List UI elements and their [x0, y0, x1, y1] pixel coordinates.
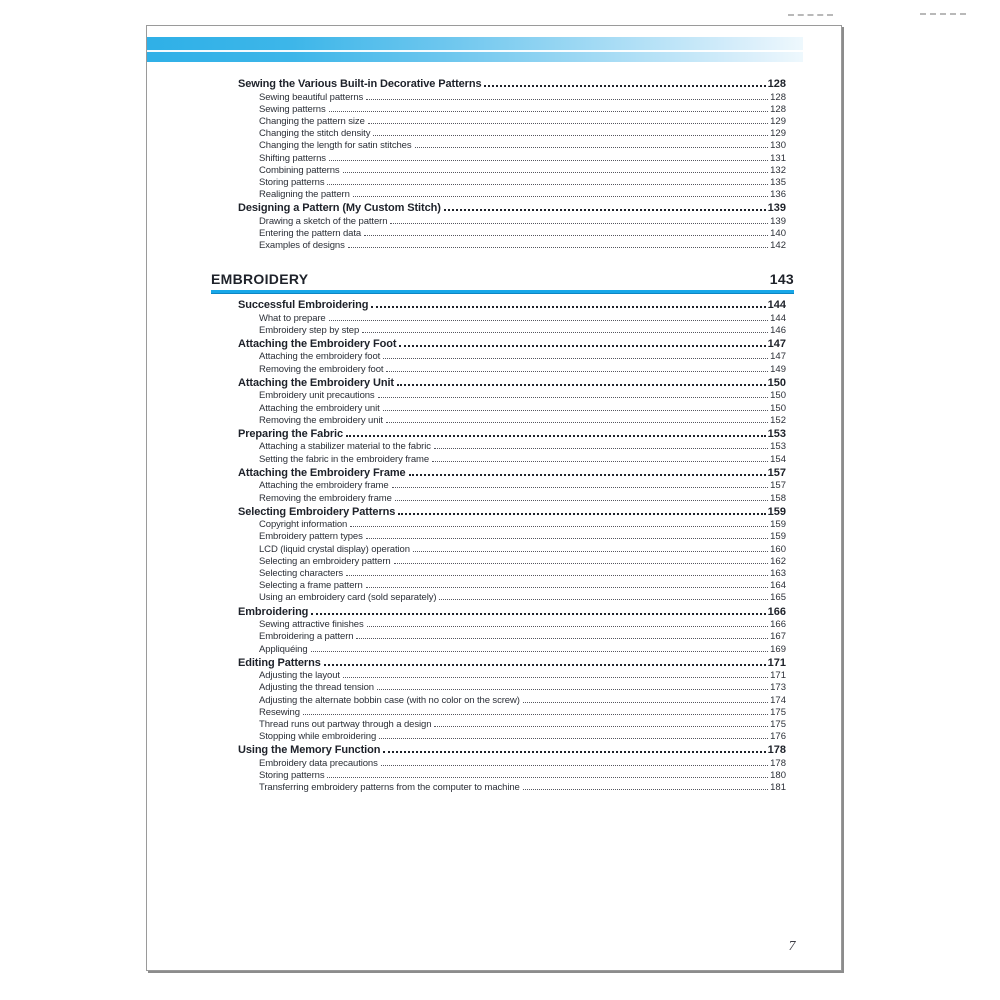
toc-entry — [238, 505, 786, 520]
toc-entry — [238, 743, 786, 758]
toc-entry-page-number: 153 — [770, 441, 786, 453]
toc-entry — [238, 707, 786, 719]
toc-entry-label: Drawing a sketch of the pattern — [259, 215, 388, 227]
toc-entry-label: Storing patterns — [259, 176, 325, 188]
toc-entry-label: Removing the embroidery foot — [259, 363, 384, 375]
dot-leader — [371, 306, 765, 308]
toc-entry — [238, 337, 786, 352]
toc-entry-label: Setting the fabric in the embroidery frame — [259, 453, 430, 465]
toc-entry-label: Examples of designs — [259, 240, 345, 252]
dot-leader — [343, 677, 768, 678]
toc-entry — [238, 731, 786, 743]
dot-leader — [346, 435, 766, 437]
dot-leader — [392, 487, 769, 488]
toc-entry-label: Copyright information — [259, 519, 348, 531]
toc-entry-page-number: 163 — [770, 568, 786, 580]
dot-leader — [378, 397, 769, 398]
toc-entry-label: Shifting patterns — [259, 152, 326, 164]
toc-entry-label: Adjusting the layout — [259, 670, 340, 682]
toc-entry-label: Selecting Embroidery Patterns — [238, 505, 396, 518]
dot-leader — [383, 751, 765, 753]
toc-entry-page-number: 144 — [770, 312, 786, 324]
toc-entry-page-number: 150 — [770, 390, 786, 402]
toc-entry-page-number: 171 — [767, 656, 786, 669]
toc-entry — [238, 519, 786, 531]
toc-entry-page-number: 150 — [767, 376, 786, 389]
dot-leader — [439, 599, 768, 600]
toc-entry — [238, 770, 786, 782]
toc-entry-label: Adjusting the alternate bobbin case (with no color on the screw) — [259, 694, 520, 706]
toc-entry-page-number: 154 — [770, 453, 786, 465]
toc-entry-label: Storing patterns — [259, 770, 325, 782]
toc-entry — [238, 719, 786, 731]
toc-entry-label: Removing the embroidery unit — [259, 414, 383, 426]
toc-list-before-chapter — [238, 77, 786, 252]
toc-entry-page-number: 129 — [770, 128, 786, 140]
toc-entry-label: Embroidery data precautions — [259, 757, 378, 769]
chapter-title: EMBROIDERY — [211, 271, 309, 287]
page-top-gradient-band — [147, 37, 803, 62]
toc-entry-page-number: 167 — [770, 631, 786, 643]
toc-entry — [238, 619, 786, 631]
toc-entry-page-number: 166 — [767, 605, 786, 618]
toc-entry-label: Appliquéing — [259, 643, 308, 655]
toc-entry-page-number: 162 — [770, 555, 786, 567]
toc-list-chapter — [238, 298, 786, 795]
toc-entry-label: Embroidering — [238, 605, 309, 618]
toc-entry-page-number: 159 — [770, 519, 786, 531]
dot-leader — [523, 789, 768, 790]
toc-entry-page-number: 139 — [767, 202, 786, 215]
toc-entry-label: Combining patterns — [259, 164, 340, 176]
toc-entry-label: Sewing patterns — [259, 103, 326, 115]
toc-entry — [238, 454, 786, 466]
dot-leader — [327, 777, 768, 778]
toc-entry-page-number: 130 — [770, 140, 786, 152]
dot-leader — [329, 320, 769, 321]
dot-leader — [329, 111, 769, 112]
toc-entry-label: Selecting characters — [259, 568, 344, 580]
toc-entry — [238, 201, 786, 216]
toc-entry-label: Embroidery pattern types — [259, 531, 363, 543]
dot-leader — [397, 384, 766, 386]
dot-leader — [395, 500, 768, 501]
dot-leader — [373, 135, 768, 136]
dot-leader — [432, 461, 768, 462]
dot-leader — [386, 371, 768, 372]
toc-entry-label: Attaching a stabilizer material to the fabric — [259, 441, 431, 453]
dot-leader — [356, 638, 768, 639]
scan-artifact — [788, 14, 833, 16]
toc-entry — [238, 758, 786, 770]
toc-entry — [238, 480, 786, 492]
toc-entry-label: LCD (liquid crystal display) operation — [259, 543, 410, 555]
toc-entry-label: Embroidering a pattern — [259, 631, 354, 643]
dot-leader — [399, 345, 765, 347]
toc-entry-page-number: 146 — [770, 324, 786, 336]
toc-entry-label: Adjusting the thread tension — [259, 682, 374, 694]
toc-entry — [238, 104, 786, 116]
dot-leader — [348, 247, 768, 248]
toc-entry-page-number: 132 — [770, 164, 786, 176]
toc-entry — [238, 376, 786, 391]
toc-entry-page-number: 174 — [770, 694, 786, 706]
toc-entry — [238, 240, 786, 252]
toc-entry-page-number: 144 — [767, 299, 786, 311]
toc-entry — [238, 189, 786, 201]
band-highlight-line — [147, 50, 803, 52]
toc-entry — [238, 116, 786, 128]
toc-entry-label: Embroidery unit precautions — [259, 390, 375, 402]
toc-entry — [238, 605, 786, 620]
dot-leader — [381, 765, 768, 766]
dot-leader — [368, 123, 768, 124]
toc-entry-label: Entering the pattern data — [259, 228, 362, 240]
dot-leader — [398, 513, 765, 515]
chapter-page-number: 143 — [769, 271, 794, 287]
toc-entry — [238, 493, 786, 505]
toc-entry — [238, 153, 786, 165]
dot-leader — [324, 664, 766, 666]
toc-entry-label: Attaching the Embroidery Frame — [238, 466, 406, 479]
toc-entry-label: Changing the stitch density — [259, 128, 371, 140]
toc-entry-page-number: 153 — [767, 427, 786, 440]
toc-entry-label: Designing a Pattern (My Custom Stitch) — [238, 202, 441, 215]
toc-entry-page-number: 169 — [770, 643, 786, 655]
toc-entry-label: Thread runs out partway through a design — [259, 719, 432, 731]
dot-leader — [353, 196, 768, 197]
toc-entry-label: Preparing the Fabric — [238, 427, 343, 440]
dot-leader — [303, 714, 768, 715]
toc-entry — [238, 298, 786, 313]
toc-entry-label: Transferring embroidery patterns from the computer to machine — [259, 782, 520, 794]
toc-entry — [238, 682, 786, 694]
dot-leader — [367, 626, 769, 627]
toc-entry — [238, 128, 786, 140]
dot-leader — [350, 526, 768, 527]
toc-entry-page-number: 149 — [770, 363, 786, 375]
dot-leader — [346, 575, 768, 576]
dot-leader — [329, 160, 768, 161]
toc-entry-page-number: 128 — [767, 78, 786, 90]
toc-entry-page-number: 175 — [770, 706, 786, 718]
toc-entry-page-number: 131 — [770, 152, 786, 164]
toc-entry — [238, 313, 786, 325]
toc-entry — [238, 351, 786, 363]
toc-entry — [238, 390, 786, 402]
dot-leader — [383, 358, 768, 359]
toc-entry-page-number: 129 — [770, 115, 786, 127]
toc-entry-page-number: 178 — [767, 744, 786, 757]
toc-entry-page-number: 160 — [770, 543, 786, 555]
toc-entry — [238, 165, 786, 177]
toc-entry-page-number: 128 — [770, 91, 786, 103]
toc-entry — [238, 670, 786, 682]
toc-entry-label: Realigning the pattern — [259, 189, 350, 201]
manual-page — [146, 25, 842, 971]
toc-entry — [238, 415, 786, 427]
toc-entry-page-number: 159 — [770, 531, 786, 543]
toc-entry-page-number: 136 — [770, 189, 786, 201]
toc-entry-label: Removing the embroidery frame — [259, 492, 392, 504]
toc-entry — [238, 325, 786, 337]
toc-entry-label: Resewing — [259, 706, 300, 718]
toc-entry-label: Successful Embroidering — [238, 299, 369, 311]
toc-entry-label: Attaching the Embroidery Foot — [238, 337, 397, 350]
toc-entry-page-number: 135 — [770, 176, 786, 188]
toc-entry-label: Attaching the embroidery frame — [259, 480, 389, 492]
toc-entry-page-number: 175 — [770, 719, 786, 731]
toc-entry-page-number: 166 — [770, 619, 786, 631]
toc-entry-page-number: 181 — [770, 782, 786, 794]
toc-entry — [238, 568, 786, 580]
dot-leader — [523, 702, 768, 703]
toc-entry — [238, 556, 786, 568]
toc-entry-page-number: 147 — [767, 337, 786, 350]
dot-leader — [362, 332, 768, 333]
dot-leader — [484, 85, 765, 87]
toc-entry — [238, 544, 786, 556]
toc-entry-page-number: 165 — [770, 592, 786, 604]
dot-leader — [377, 689, 768, 690]
dot-leader — [434, 448, 768, 449]
toc-entry — [238, 466, 786, 481]
toc-entry-label: Sewing the Various Built-in Decorative Patterns — [238, 78, 482, 90]
dot-leader — [444, 209, 766, 211]
toc-entry — [238, 631, 786, 643]
dot-leader — [366, 99, 768, 100]
toc-entry-label: Attaching the embroidery foot — [259, 351, 381, 363]
toc-entry-page-number: 158 — [770, 492, 786, 504]
dot-leader — [343, 172, 769, 173]
toc-entry — [238, 441, 786, 453]
dot-leader — [413, 551, 768, 552]
toc-entry — [238, 782, 786, 794]
toc-entry-page-number: 176 — [770, 731, 786, 743]
toc-entry-label: Sewing attractive finishes — [259, 619, 364, 631]
toc-entry-page-number: 139 — [770, 215, 786, 227]
toc-entry-label: Using an embroidery card (sold separately) — [259, 592, 437, 604]
toc-entry — [238, 140, 786, 152]
toc-entry — [238, 364, 786, 376]
toc-entry-label: Editing Patterns — [238, 656, 321, 669]
dot-leader — [383, 410, 768, 411]
toc-entry-label: Attaching the embroidery unit — [259, 402, 380, 414]
toc-entry-page-number: 178 — [770, 757, 786, 769]
toc-entry-label: Sewing beautiful patterns — [259, 91, 364, 103]
toc-entry-label: Stopping while embroidering — [259, 731, 377, 743]
page-folio-number: 7 — [788, 939, 796, 954]
toc-entry — [238, 177, 786, 189]
toc-entry — [238, 228, 786, 240]
toc-entry-page-number: 173 — [770, 682, 786, 694]
toc-entry — [238, 92, 786, 104]
dot-leader — [379, 738, 768, 739]
scan-artifact — [920, 13, 966, 15]
dot-leader — [327, 184, 768, 185]
toc-entry-page-number: 147 — [770, 351, 786, 363]
toc-entry-page-number: 142 — [770, 240, 786, 252]
toc-entry-page-number: 157 — [770, 480, 786, 492]
dot-leader — [366, 538, 768, 539]
toc-entry — [238, 216, 786, 228]
toc-entry-label: Changing the length for satin stitches — [259, 140, 412, 152]
toc-entry-label: What to prepare — [259, 312, 326, 324]
toc-entry-label: Attaching the Embroidery Unit — [238, 376, 394, 389]
toc-entry-page-number: 128 — [770, 103, 786, 115]
toc-entry — [238, 644, 786, 656]
chapter-header — [211, 270, 794, 294]
toc-entry-label: Changing the pattern size — [259, 115, 365, 127]
dot-leader — [409, 474, 766, 476]
toc-entry-label: Selecting an embroidery pattern — [259, 555, 391, 567]
toc-entry — [238, 592, 786, 604]
toc-entry-page-number: 164 — [770, 580, 786, 592]
toc-entry-page-number: 180 — [770, 770, 786, 782]
dot-leader — [434, 726, 768, 727]
toc-entry — [238, 695, 786, 707]
toc-entry-page-number: 159 — [767, 505, 786, 518]
toc-entry — [238, 427, 786, 442]
toc-entry-page-number: 171 — [770, 670, 786, 682]
toc-entry-page-number: 150 — [770, 402, 786, 414]
dot-leader — [311, 651, 769, 652]
toc-entry — [238, 531, 786, 543]
toc-entry-page-number: 157 — [767, 466, 786, 479]
dot-leader — [394, 563, 769, 564]
toc-entry — [238, 580, 786, 592]
toc-entry — [238, 656, 786, 671]
dot-leader — [386, 422, 768, 423]
dot-leader — [415, 147, 769, 148]
toc-entry-page-number: 140 — [770, 228, 786, 240]
toc-entry-label: Selecting a frame pattern — [259, 580, 363, 592]
dot-leader — [390, 223, 768, 224]
dot-leader — [366, 587, 768, 588]
toc-entry-label: Using the Memory Function — [238, 744, 381, 757]
toc-entry — [238, 403, 786, 415]
toc-entry-label: Embroidery step by step — [259, 324, 360, 336]
dot-leader — [311, 613, 765, 615]
chapter-divider-rule — [211, 290, 794, 294]
toc-entry-page-number: 152 — [770, 414, 786, 426]
dot-leader — [364, 235, 768, 236]
toc-entry — [238, 77, 786, 92]
